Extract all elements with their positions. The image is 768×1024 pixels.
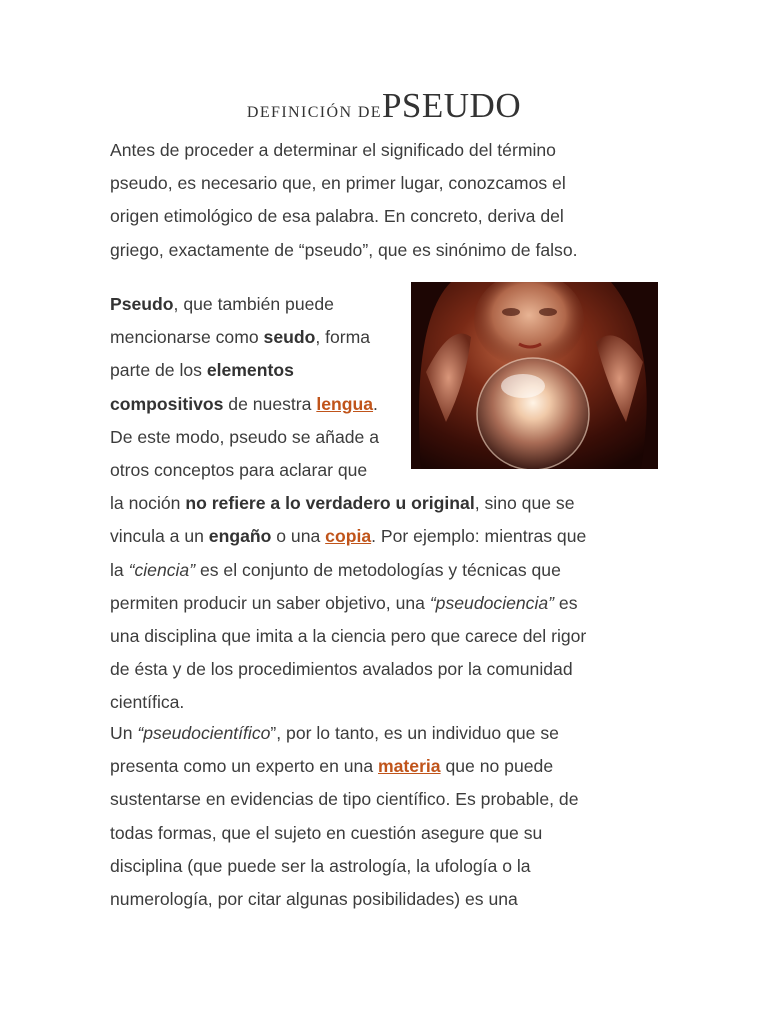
text-line: [110, 388, 650, 421]
bold-term-engano: engaño: [208, 526, 272, 547]
text-line: [110, 288, 650, 321]
body-paragraph-pseudo: [110, 288, 650, 720]
bold-term-seudo: seudo: [263, 327, 316, 348]
text-line: [110, 354, 650, 387]
text-line: [110, 487, 650, 520]
text-line: griego, exactamente de “pseudo”, que es sinónimo de falso.: [110, 239, 578, 260]
link-lengua[interactable]: lengua: [316, 393, 374, 414]
text-line: [110, 750, 650, 783]
page-title: [0, 86, 768, 133]
text-span: que no puede: [440, 756, 554, 777]
title-prefix: DEFINICIÓN DE: [246, 104, 382, 121]
text-span: mencionarse como: [110, 327, 264, 348]
link-copia[interactable]: copia: [325, 526, 372, 547]
text-line: [110, 520, 650, 553]
text-line: [110, 321, 650, 354]
text-span: es: [554, 592, 578, 613]
text-line: otros conceptos para aclarar que: [110, 460, 368, 481]
text-line: una disciplina que imita a la ciencia pero que carece del rigor: [110, 626, 587, 647]
text-span: es el conjunto de metodologías y técnicas que: [195, 559, 561, 580]
bold-term-compositivos: compositivos: [110, 393, 224, 414]
text-line: sustentarse en evidencias de tipo científico. Es probable, de: [110, 789, 579, 810]
text-span: presenta como un experto en una: [110, 756, 378, 777]
text-span: . Por ejemplo: mientras que: [371, 526, 587, 547]
italic-term-pseudocientifico: “pseudocientífico: [137, 723, 271, 743]
text-line: disciplina (que puede ser la astrología, la ufología o la: [110, 855, 531, 876]
text-line: [110, 717, 650, 750]
text-span: , sino que se: [474, 493, 575, 514]
text-span: permiten producir un saber objetivo, una: [110, 592, 430, 613]
text-span: parte de los: [110, 360, 207, 381]
text-line: De este modo, pseudo se añade a: [110, 426, 379, 447]
text-line: pseudo, es necesario que, en primer lugar, conozcamos el: [110, 173, 566, 194]
bold-term-pseudo: Pseudo: [110, 294, 174, 314]
text-span: la noción: [110, 493, 186, 514]
intro-paragraph: [110, 134, 650, 267]
bold-term-elementos: elementos: [206, 360, 294, 381]
link-materia[interactable]: materia: [378, 756, 441, 777]
text-line: origen etimológico de esa palabra. En concreto, deriva del: [110, 206, 564, 227]
text-line: todas formas, que el sujeto en cuestión asegure que su: [110, 822, 543, 843]
italic-term-pseudociencia: “pseudociencia”: [429, 592, 555, 613]
text-line: Antes de proceder a determinar el significado del término: [110, 140, 556, 160]
text-span: , forma: [315, 327, 371, 348]
text-line: [110, 587, 650, 620]
text-span: Un: [110, 723, 138, 743]
bold-phrase: no refiere a lo verdadero u original: [185, 493, 475, 514]
text-line: [110, 554, 650, 587]
text-line: numerología, por citar algunas posibilidades) es una: [110, 889, 518, 910]
title-main: PSEUDO: [381, 86, 522, 125]
body-paragraph-pseudocientifico: [110, 717, 650, 916]
text-span: o una: [271, 526, 326, 547]
text-span: ”, por lo tanto, es un individuo que se: [270, 723, 559, 743]
italic-term-ciencia: “ciencia”: [128, 559, 196, 580]
text-span: , que también puede: [173, 294, 334, 314]
text-span: vincula a un: [110, 526, 209, 547]
text-span: de nuestra: [223, 393, 317, 414]
text-line: científica.: [110, 692, 185, 713]
text-span: la: [110, 559, 129, 580]
text-span: .: [373, 393, 378, 414]
text-line: de ésta y de los procedimientos avalados por la comunidad: [110, 659, 573, 680]
